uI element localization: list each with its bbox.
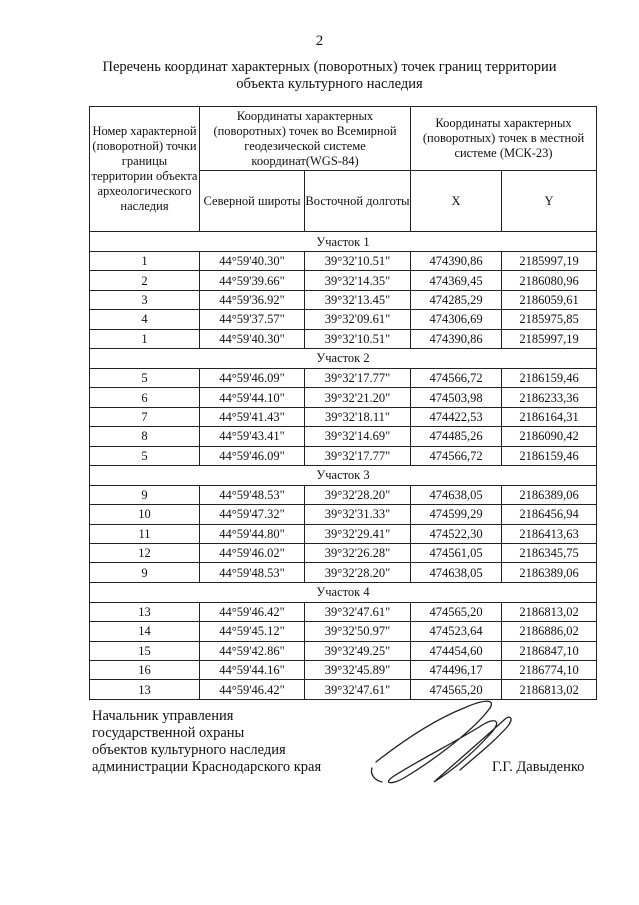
- header-point-number: Номер характерной (поворотной) точки границы территории объекта археологического наследия: [90, 107, 200, 232]
- signature-position-line: администрации Краснодарского края: [92, 759, 322, 775]
- table-body: [90, 232, 597, 700]
- table-row: [90, 290, 597, 309]
- y-coordinate-cell: 2186813,02: [502, 680, 597, 699]
- y-coordinate-cell: 2186159,46: [502, 368, 597, 387]
- north-latitude-cell: 44°59'48.53": [200, 485, 305, 504]
- y-coordinate-cell: 2186164,31: [502, 407, 597, 426]
- point-number-cell: 9: [90, 563, 200, 582]
- y-coordinate-cell: 2186389,06: [502, 485, 597, 504]
- table-header: [90, 107, 597, 232]
- y-coordinate-cell: 2185975,85: [502, 310, 597, 329]
- section-row: [90, 465, 597, 485]
- document-title: [60, 59, 599, 93]
- north-latitude-cell: 44°59'47.32": [200, 505, 305, 524]
- point-number-cell: 13: [90, 602, 200, 621]
- page-number: 2: [315, 33, 324, 49]
- y-coordinate-cell: 2186080,96: [502, 271, 597, 290]
- section-title: Участок 2: [90, 348, 597, 368]
- table-row: [90, 271, 597, 290]
- x-coordinate-cell: 474390,86: [411, 252, 502, 271]
- y-coordinate-cell: 2186813,02: [502, 602, 597, 621]
- x-coordinate-cell: 474422,53: [411, 407, 502, 426]
- table-row: [90, 524, 597, 543]
- east-longitude-cell: 39°32'47.61": [305, 680, 411, 699]
- north-latitude-cell: 44°59'39.66": [200, 271, 305, 290]
- title-line-2: объекта культурного наследия: [236, 76, 423, 92]
- x-coordinate-cell: 474306,69: [411, 310, 502, 329]
- east-longitude-cell: 39°32'10.51": [305, 252, 411, 271]
- signer-name: Г.Г. Давыденко: [492, 759, 585, 775]
- y-coordinate-cell: 2185997,19: [502, 329, 597, 348]
- north-latitude-cell: 44°59'41.43": [200, 407, 305, 426]
- section-title: Участок 1: [90, 232, 597, 252]
- header-east-longitude: Восточной долготы: [305, 171, 411, 232]
- point-number-cell: 13: [90, 680, 200, 699]
- table-row: [90, 388, 597, 407]
- table-row: [90, 407, 597, 426]
- signature-position-line: объектов культурного наследия: [92, 742, 286, 758]
- table-row: [90, 661, 597, 680]
- y-coordinate-cell: 2186413,63: [502, 524, 597, 543]
- table-row: [90, 563, 597, 582]
- table-row: [90, 446, 597, 465]
- east-longitude-cell: 39°32'49.25": [305, 641, 411, 660]
- east-longitude-cell: 39°32'31.33": [305, 505, 411, 524]
- x-coordinate-cell: 474522,30: [411, 524, 502, 543]
- signature-position-line: государственной охраны: [92, 725, 245, 741]
- north-latitude-cell: 44°59'46.09": [200, 368, 305, 387]
- x-coordinate-cell: 474390,86: [411, 329, 502, 348]
- table-row: [90, 544, 597, 563]
- north-latitude-cell: 44°59'36.92": [200, 290, 305, 309]
- x-coordinate-cell: 474566,72: [411, 446, 502, 465]
- north-latitude-cell: 44°59'37.57": [200, 310, 305, 329]
- north-latitude-cell: 44°59'46.42": [200, 680, 305, 699]
- north-latitude-cell: 44°59'45.12": [200, 622, 305, 641]
- x-coordinate-cell: 474638,05: [411, 485, 502, 504]
- east-longitude-cell: 39°32'26.28": [305, 544, 411, 563]
- x-coordinate-cell: 474454,60: [411, 641, 502, 660]
- table-row: [90, 641, 597, 660]
- signature-position: [92, 708, 321, 776]
- x-coordinate-cell: 474566,72: [411, 368, 502, 387]
- east-longitude-cell: 39°32'14.35": [305, 271, 411, 290]
- y-coordinate-cell: 2186456,94: [502, 505, 597, 524]
- x-coordinate-cell: 474485,26: [411, 427, 502, 446]
- y-coordinate-cell: 2186059,61: [502, 290, 597, 309]
- north-latitude-cell: 44°59'44.80": [200, 524, 305, 543]
- east-longitude-cell: 39°32'13.45": [305, 290, 411, 309]
- x-coordinate-cell: 474369,45: [411, 271, 502, 290]
- signature-position-line: Начальник управления: [92, 708, 234, 724]
- point-number-cell: 4: [90, 310, 200, 329]
- point-number-cell: 10: [90, 505, 200, 524]
- table-row: [90, 310, 597, 329]
- north-latitude-cell: 44°59'42.86": [200, 641, 305, 660]
- y-coordinate-cell: 2186159,46: [502, 446, 597, 465]
- point-number-cell: 3: [90, 290, 200, 309]
- east-longitude-cell: 39°32'10.51": [305, 329, 411, 348]
- table-row: [90, 622, 597, 641]
- section-title: Участок 3: [90, 465, 597, 485]
- point-number-cell: 15: [90, 641, 200, 660]
- y-coordinate-cell: 2186847,10: [502, 641, 597, 660]
- point-number-cell: 6: [90, 388, 200, 407]
- north-latitude-cell: 44°59'40.30": [200, 252, 305, 271]
- x-coordinate-cell: 474561,05: [411, 544, 502, 563]
- table-row: [90, 505, 597, 524]
- x-coordinate-cell: 474565,20: [411, 680, 502, 699]
- x-coordinate-cell: 474285,29: [411, 290, 502, 309]
- section-row: [90, 348, 597, 368]
- x-coordinate-cell: 474523,64: [411, 622, 502, 641]
- coordinates-table: [89, 106, 597, 700]
- east-longitude-cell: 39°32'29.41": [305, 524, 411, 543]
- east-longitude-cell: 39°32'14.69": [305, 427, 411, 446]
- point-number-cell: 11: [90, 524, 200, 543]
- x-coordinate-cell: 474503,98: [411, 388, 502, 407]
- east-longitude-cell: 39°32'47.61": [305, 602, 411, 621]
- table-row: [90, 329, 597, 348]
- header-y: Y: [502, 171, 597, 232]
- x-coordinate-cell: 474638,05: [411, 563, 502, 582]
- handwritten-signature: [364, 690, 524, 800]
- point-number-cell: 5: [90, 368, 200, 387]
- north-latitude-cell: 44°59'48.53": [200, 563, 305, 582]
- point-number-cell: 2: [90, 271, 200, 290]
- y-coordinate-cell: 2186774,10: [502, 661, 597, 680]
- title-line-1: Перечень координат характерных (поворотных) точек границ территории: [102, 59, 557, 75]
- y-coordinate-cell: 2186090,42: [502, 427, 597, 446]
- east-longitude-cell: 39°32'17.77": [305, 446, 411, 465]
- north-latitude-cell: 44°59'43.41": [200, 427, 305, 446]
- east-longitude-cell: 39°32'18.11": [305, 407, 411, 426]
- section-row: [90, 232, 597, 252]
- table-row: [90, 485, 597, 504]
- y-coordinate-cell: 2185997,19: [502, 252, 597, 271]
- north-latitude-cell: 44°59'44.16": [200, 661, 305, 680]
- table-row: [90, 252, 597, 271]
- y-coordinate-cell: 2186233,36: [502, 388, 597, 407]
- table-row: [90, 368, 597, 387]
- north-latitude-cell: 44°59'46.02": [200, 544, 305, 563]
- point-number-cell: 7: [90, 407, 200, 426]
- east-longitude-cell: 39°32'09.61": [305, 310, 411, 329]
- header-msk23: Координаты характерных (поворотных) точек в местной системе (МСК-23): [411, 107, 597, 171]
- point-number-cell: 1: [90, 329, 200, 348]
- y-coordinate-cell: 2186886,02: [502, 622, 597, 641]
- point-number-cell: 16: [90, 661, 200, 680]
- header-wgs84: Координаты характерных (поворотных) точек во Всемирной геодезической системе координат(WGS-84): [200, 107, 411, 171]
- header-north-latitude: Северной широты: [200, 171, 305, 232]
- point-number-cell: 1: [90, 252, 200, 271]
- point-number-cell: 9: [90, 485, 200, 504]
- east-longitude-cell: 39°32'21.20": [305, 388, 411, 407]
- table-row: [90, 602, 597, 621]
- y-coordinate-cell: 2186389,06: [502, 563, 597, 582]
- north-latitude-cell: 44°59'44.10": [200, 388, 305, 407]
- x-coordinate-cell: 474599,29: [411, 505, 502, 524]
- y-coordinate-cell: 2186345,75: [502, 544, 597, 563]
- north-latitude-cell: 44°59'40.30": [200, 329, 305, 348]
- east-longitude-cell: 39°32'17.77": [305, 368, 411, 387]
- header-x: X: [411, 171, 502, 232]
- section-title: Участок 4: [90, 582, 597, 602]
- north-latitude-cell: 44°59'46.42": [200, 602, 305, 621]
- east-longitude-cell: 39°32'28.20": [305, 563, 411, 582]
- east-longitude-cell: 39°32'50.97": [305, 622, 411, 641]
- table-row: [90, 427, 597, 446]
- x-coordinate-cell: 474565,20: [411, 602, 502, 621]
- section-row: [90, 582, 597, 602]
- x-coordinate-cell: 474496,17: [411, 661, 502, 680]
- east-longitude-cell: 39°32'28.20": [305, 485, 411, 504]
- north-latitude-cell: 44°59'46.09": [200, 446, 305, 465]
- point-number-cell: 14: [90, 622, 200, 641]
- point-number-cell: 12: [90, 544, 200, 563]
- point-number-cell: 5: [90, 446, 200, 465]
- east-longitude-cell: 39°32'45.89": [305, 661, 411, 680]
- point-number-cell: 8: [90, 427, 200, 446]
